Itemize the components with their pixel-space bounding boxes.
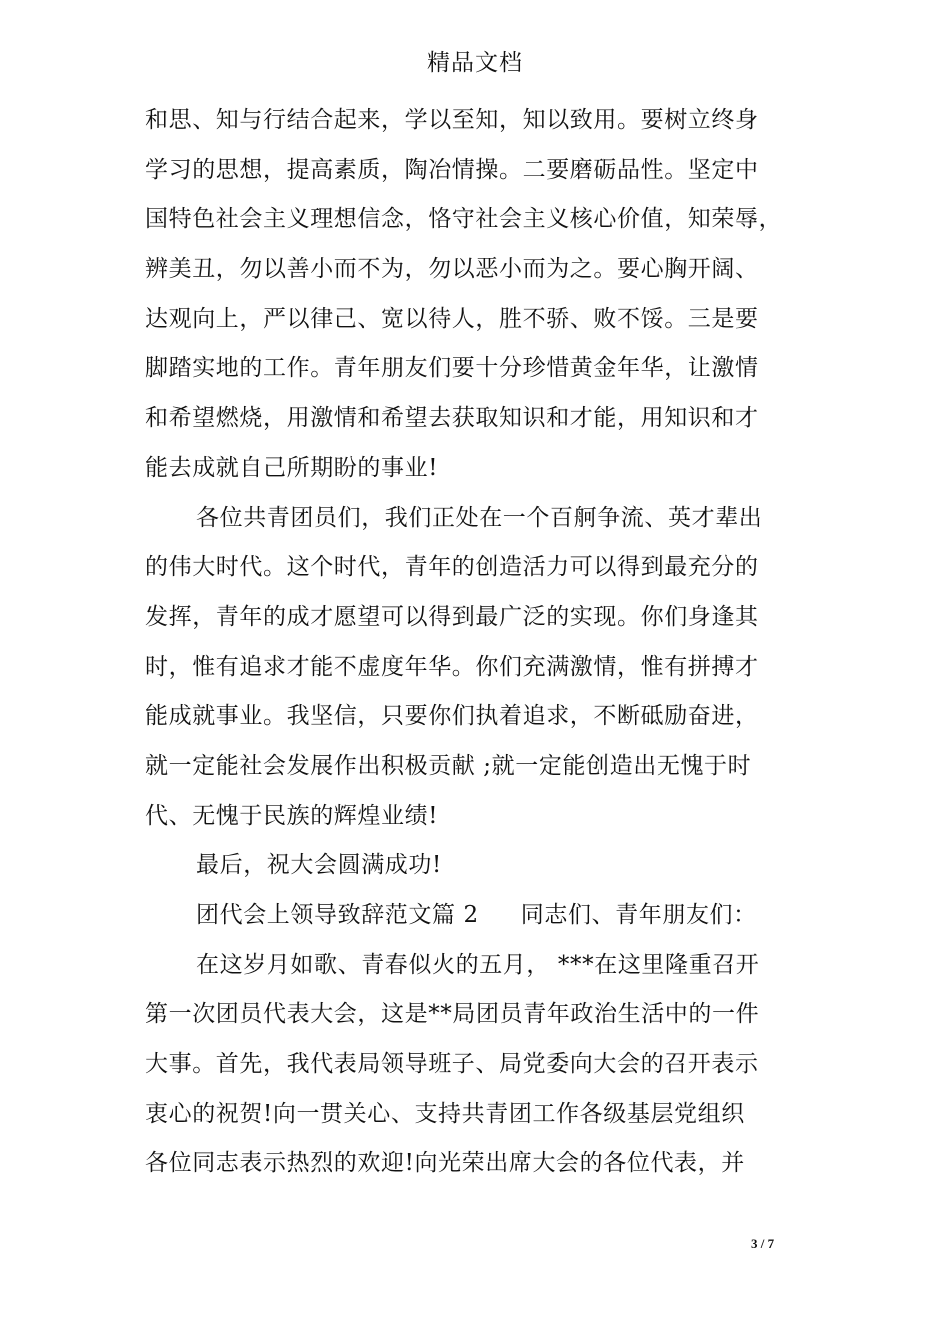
paragraph-start-line: 在这岁月如歌、青春似火的五月， ***在这里隆重召开 [196, 951, 760, 978]
text-line: 代、无愧于民族的辉煌业绩! [145, 802, 439, 829]
section-heading-line [145, 891, 810, 941]
text-line: 发挥，青年的成才愿望可以得到最广泛的实现。你们身逢其 [145, 603, 759, 630]
text-line: 辨美丑，勿以善小而不为，勿以恶小而为之。要心胸开阔、 [145, 256, 759, 283]
salutation: 同志们、青年朋友们： [520, 902, 757, 928]
document-body [145, 96, 810, 1189]
text-line: 时，惟有追求才能不虚度年华。你们充满激情，惟有拼搏才 [145, 653, 759, 680]
text-line: 衷心的祝贺!向一贯关心、支持共青团工作各级基层党组织 [145, 1100, 745, 1127]
text-line: 和希望燃烧，用激情和希望去获取知识和才能，用知识和才 [145, 405, 759, 432]
text-line: 的伟大时代。这个时代，青年的创造活力可以得到最充分的 [145, 554, 759, 581]
paragraph-start-line: 各位共青团员们，我们正处在一个百舸争流、英才辈出 [196, 504, 763, 531]
page-header-title: 精品文档 [427, 50, 523, 76]
text-line: 第一次团员代表大会，这是**局团员青年政治生活中的一件 [145, 1001, 760, 1028]
section-heading: 团代会上领导致辞范文篇 2 [196, 902, 479, 928]
text-line: 脚踏实地的工作。青年朋友们要十分珍惜黄金年华，让激情 [145, 355, 759, 382]
text-line: 国特色社会主义理想信念，恪守社会主义核心价值，知荣辱， [145, 206, 783, 233]
page-number: 3 / 7 [751, 1236, 775, 1251]
closing-line: 最后，祝大会圆满成功! [196, 852, 442, 879]
text-line: 达观向上，严以律己、宽以待人，胜不骄、败不馁。三是要 [145, 305, 759, 332]
text-line: 大事。首先，我代表局领导班子、局党委向大会的召开表示 [145, 1051, 759, 1078]
text-line: 各位同志表示热烈的欢迎!向光荣出席大会的各位代表，并 [145, 1150, 745, 1177]
text-line: 学习的思想，提高素质，陶冶情操。二要磨砺品性。坚定中 [145, 156, 759, 183]
text-line: 能成就事业。我坚信，只要你们执着追求，不断砥励奋进， [145, 703, 759, 730]
text-line: 就一定能社会发展作出积极贡献 ;就一定能创造出无愧于时 [145, 752, 752, 779]
text-line: 能去成就自己所期盼的事业! [145, 454, 439, 481]
text-line: 和思、知与行结合起来，学以至知，知以致用。要树立终身 [145, 107, 759, 133]
